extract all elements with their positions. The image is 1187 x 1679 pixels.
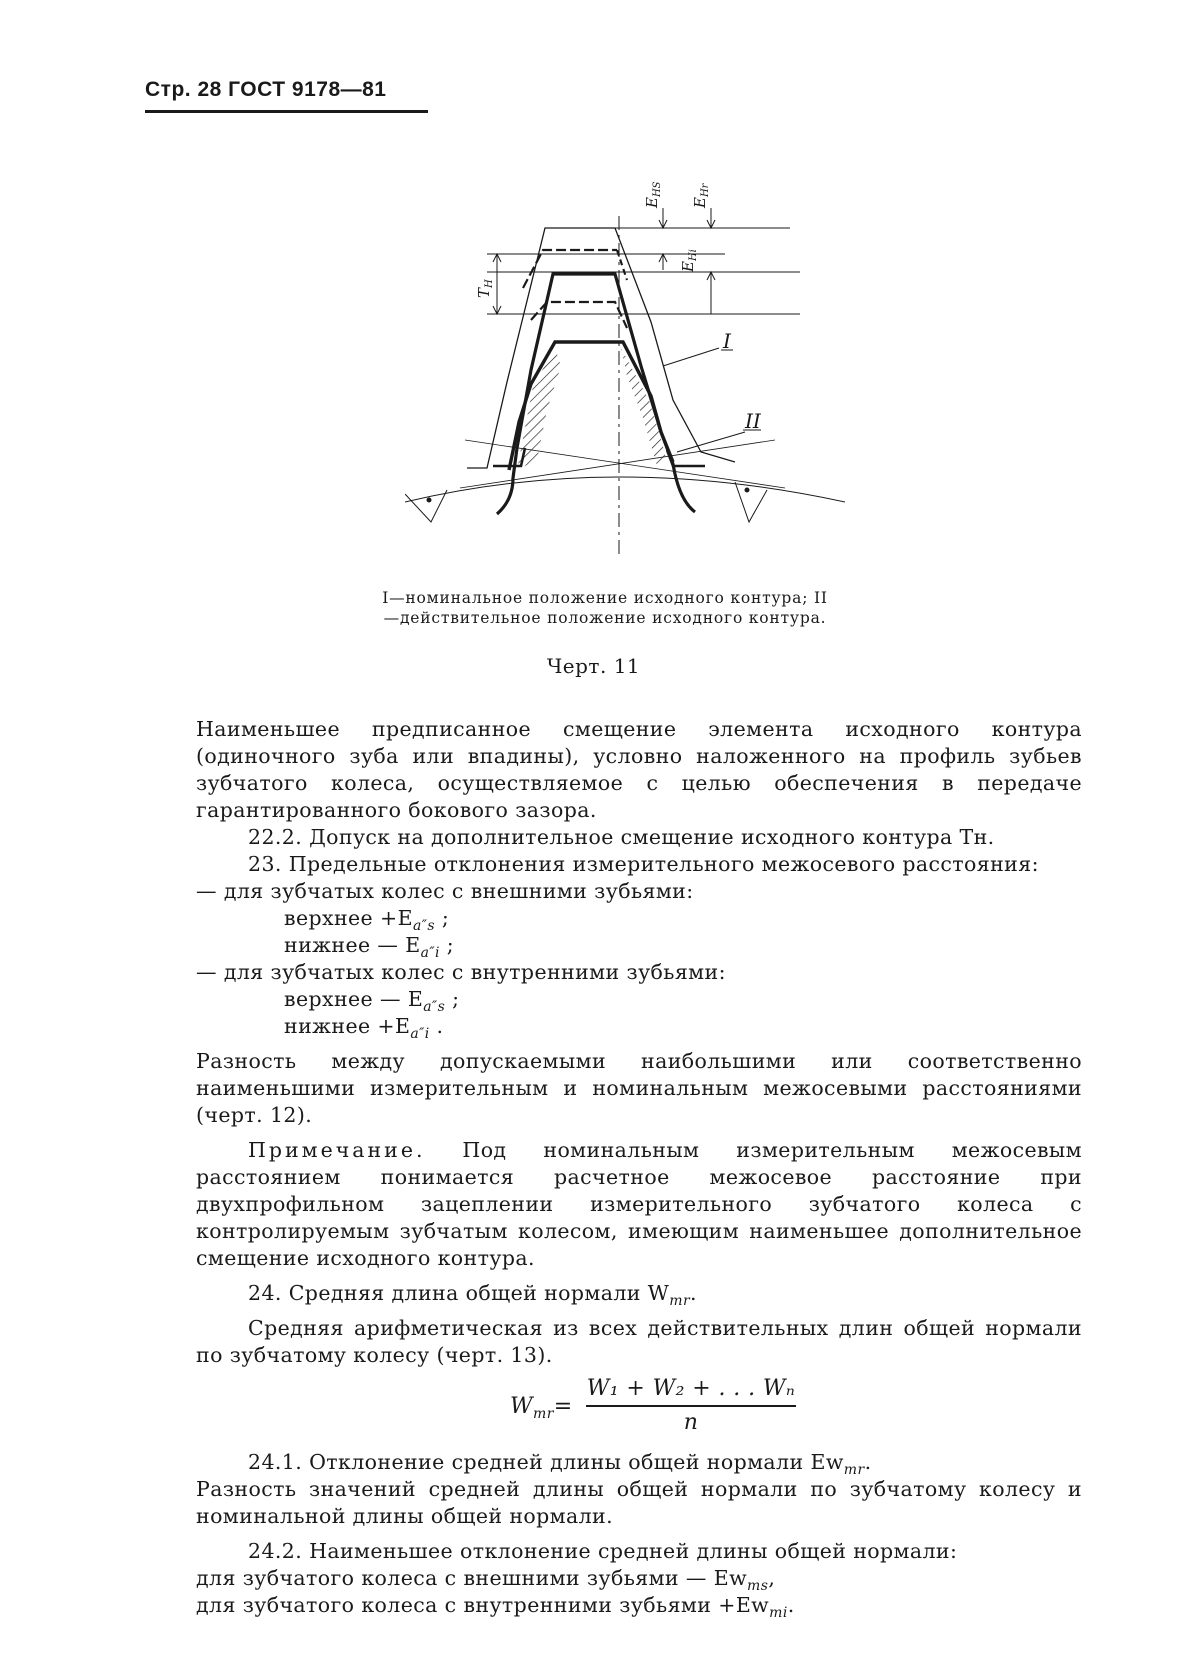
page-body	[196, 716, 1082, 1619]
list-item-internal: — для зубчатых колес с внутренними зубьями:	[196, 960, 726, 984]
list-item-external: — для зубчатых колес с внешними зубьями:	[196, 879, 694, 903]
mean-normal-formula: $W_{mr}=$ W₁ + W₂ + . . . Wₙ n	[510, 1376, 796, 1435]
internal-upper: верхнее — $E_{a''s}$ ;	[284, 987, 460, 1015]
e-hs-label: $E_{HS}$	[643, 181, 663, 208]
clause-24-body: Средняя арифметическая из всех действительных длин общей нормали по зубчатому колесу (черт. 13).	[196, 1316, 1082, 1367]
formula-numerator: W₁ + W₂ + . . . Wₙ	[586, 1376, 796, 1401]
external-lower: нижнее — $E_{a''i}$ ;	[284, 933, 455, 961]
clause-24-2-external: для зубчатого колеса с внешними зубьями — $Ew_{ms}$,	[196, 1566, 776, 1594]
internal-lower: нижнее $+E_{a''i}$ .	[284, 1014, 444, 1042]
clause-22-2: 22.2. Допуск на дополнительное смещение исходного контура Tн.	[248, 825, 995, 849]
clause-24-2-internal: для зубчатого колеса с внутренними зубьями $+Ew_{mi}$.	[196, 1593, 795, 1621]
tooth-profile-figure	[405, 170, 845, 570]
e-hr-label: $E_{Hr}$	[691, 183, 711, 208]
formula-denominator: n	[683, 1410, 699, 1435]
paragraph-difference: Разность между допускаемыми наибольшими или соответственно наименьшими измерительным и номинальным межосевыми расстояниями (черт. 12).	[196, 1049, 1082, 1127]
clause-24-2: 24.2. Наименьшее отклонение средней длины общей нормали:	[248, 1539, 958, 1563]
clause-23: 23. Предельные отклонения измерительного межосевого расстояния:	[248, 852, 1039, 876]
header-rule	[145, 110, 428, 113]
page-header: Стр. 28 ГОСТ 9178—81	[145, 78, 387, 101]
roman-2-label: II	[745, 409, 761, 433]
clause-24-1-body: Разность значений средней длины общей нормали по зубчатому колесу и номинальной длины общей нормали.	[196, 1477, 1082, 1528]
figure-title: Черт. 11	[546, 654, 641, 678]
note: Примечание. Под номинальным измерительным межосевым расстоянием понимается расчетное межосевое расстояние при двухпрофильном зацеплении измерительного зубчатого колеса с контролируемым зубчатым колесом, имеющим наименьшее дополнительное смещение исходного контура.	[196, 1138, 1082, 1270]
paragraph-offset-definition: Наименьшее предписанное смещение элемента исходного контура (одиночного зуба или впадины), условно наложенного на профиль зубьев зубчатого колеса, осуществляемое с целью обеспечения в передаче гарантированного бокового зазора.	[196, 717, 1082, 822]
roman-1-label: I	[723, 329, 731, 353]
figure-caption: I—номинальное положение исходного контура; II—действительное положение исходного контура.	[382, 589, 828, 627]
e-hi-label: $E_{Hi}$	[679, 249, 699, 272]
clause-24: 24. Средняя длина общей нормали $W_{mr}$.	[248, 1281, 697, 1309]
t-h-label: $T_H$	[475, 279, 495, 298]
clause-24-1: 24.1. Отклонение средней длины общей нормали $Ew_{mr}$.	[248, 1450, 872, 1478]
external-upper: верхнее $+E_{a''s}$ ;	[284, 906, 450, 934]
fraction-bar	[586, 1405, 796, 1407]
